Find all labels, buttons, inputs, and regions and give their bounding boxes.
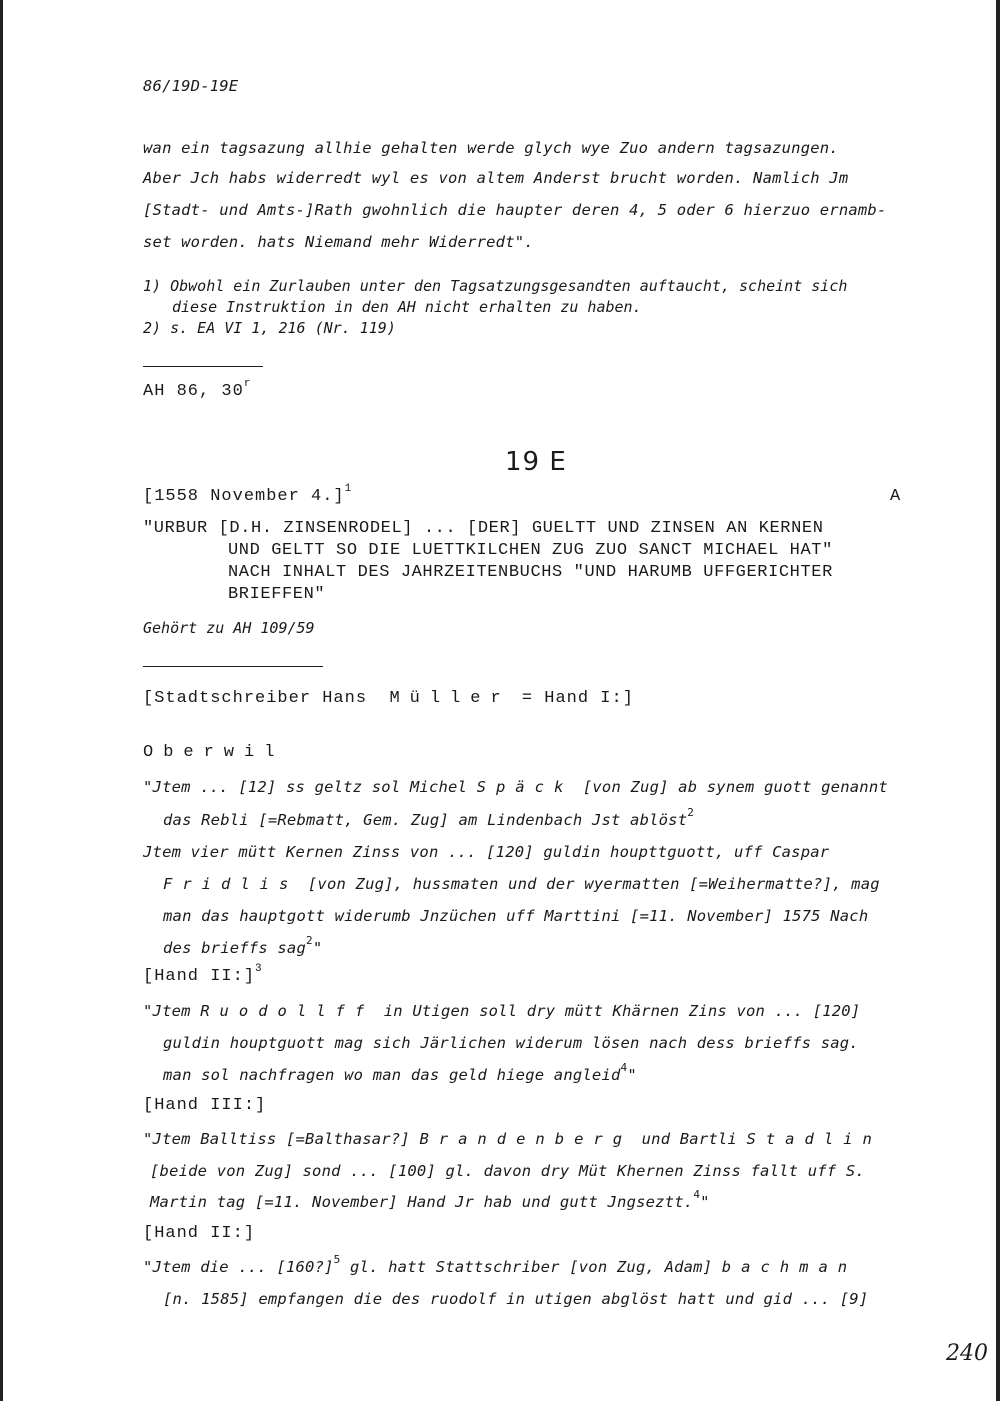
entry-1-line-1: "Jtem ... [12] ss geltz sol Michel Späck [von Zug] ab synem guott genannt [143,778,888,796]
scribe-line: [Stadtschreiber Hans Müller = Hand I:] [143,689,634,708]
hand-marker-2: [Hand II:]$^3$ [143,963,263,986]
prev-text-line-4: set worden. hats Niemand mehr Widerredt". [143,233,534,251]
entry-5-line-2: [n. 1585] empfangen die des ruodolf in utigen abglöst hatt und gid ... [9] [163,1290,869,1308]
entry-4-line-3: Martin tag [=11. November] Hand Jr hab und gutt Jngseztt.$^4$" [150,1188,710,1211]
entry-4-line-2: [beide von Zug] sond ... [100] gl. davon dry Müt Khernen Zinss fallt uff S. [150,1162,865,1180]
prev-text-line-1: wan ein tagsazung allhie gehalten werde glych wye Zuo andern tagsazungen. [143,139,839,157]
entry-5-line-1: "Jtem die ... [160?]$^5$ gl. hatt Stattschriber [von Zug, Adam] bachman [143,1253,858,1276]
page-edge-left [0,0,3,1401]
section-rule [143,666,323,667]
document-title-line-4: BRIEFFEN" [228,585,326,604]
entry-1-line-2: das Rebli [=Rebmatt, Gem. Zug] am Lindenbach Jst ablöst$^2$ [163,806,695,829]
entry-2-line-3: man das hauptgott widerumb Jnzüchen uff Marttini [=11. November] 1575 Nach [163,907,869,925]
document-title-line-3: NACH INHALT DES JAHRZEITENBUCHS "UND HARUMB UFFGERICHTER [228,563,833,582]
footnote-2: 2) s. EA VI 1, 216 (Nr. 119) [143,319,396,337]
entry-4-line-1: "Jtem Balltiss [=Balthasar?] Brandenberg und Bartli Stadlin [143,1130,882,1148]
entry-3-line-2: guldin houptguott mag sich Järlichen widerum lösen nach dess brieffs sag. [163,1034,859,1052]
prev-text-line-2: Aber Jch habs widerredt wyl es von altem Anderst brucht worden. Namlich Jm [143,169,849,187]
header-ref: 86/19D-19E [143,77,239,95]
document-number: 19 E [505,447,567,477]
place-name: Oberwil [143,743,285,762]
page-number: 240 [946,1341,988,1366]
entry-2-line-1: Jtem vier mütt Kernen Zinss von ... [120] guldin houpttguott, uff Caspar [143,843,830,861]
hand-marker-2b: [Hand II:] [143,1224,256,1243]
entry-2-line-2: Fridlis [von Zug], hussmaten und der wyermatten [=Weihermatte?], mag [163,875,880,893]
document-letter: A [890,487,902,506]
prev-text-line-3: [Stadt- und Amts-]Rath gwohnlich die haupter deren 4, 5 oder 6 hierzuo ernamb- [143,201,887,219]
document-date: [1558 November 4.]$^1$ [143,483,353,506]
archive-ref: AH 86, 30$^r$ [143,378,252,401]
document-title-line-2: UND GELTT SO DIE LUETTKILCHEN ZUG ZUO SANCT MICHAEL HAT" [228,541,833,560]
footnote-1-line-1: 1) Obwohl ein Zurlauben unter den Tagsatzungsgesandten auftaucht, scheint sich [143,277,848,295]
entry-3-line-3: man sol nachfragen wo man das geld hiege angleid$^4$" [163,1061,637,1084]
page-edge-right [996,0,1000,1401]
scribe-name: Müller [389,689,511,708]
document-title-line-1: "URBUR [D.H. ZINSENRODEL] ... [DER] GUELTT UND ZINSEN AN KERNEN [143,519,824,538]
footnote-1-line-2: diese Instruktion in den AH nicht erhalten zu haben. [172,298,642,316]
entry-2-line-4: des brieffs sag$^2$" [163,934,323,957]
belongs-note: Gehört zu AH 109/59 [143,619,315,637]
footnote-rule [143,366,263,367]
hand-marker-3: [Hand III:] [143,1096,267,1115]
entry-3-line-1: "Jtem Ruodollff in Utigen soll dry mütt Khärnen Zins von ... [120] [143,1002,861,1020]
